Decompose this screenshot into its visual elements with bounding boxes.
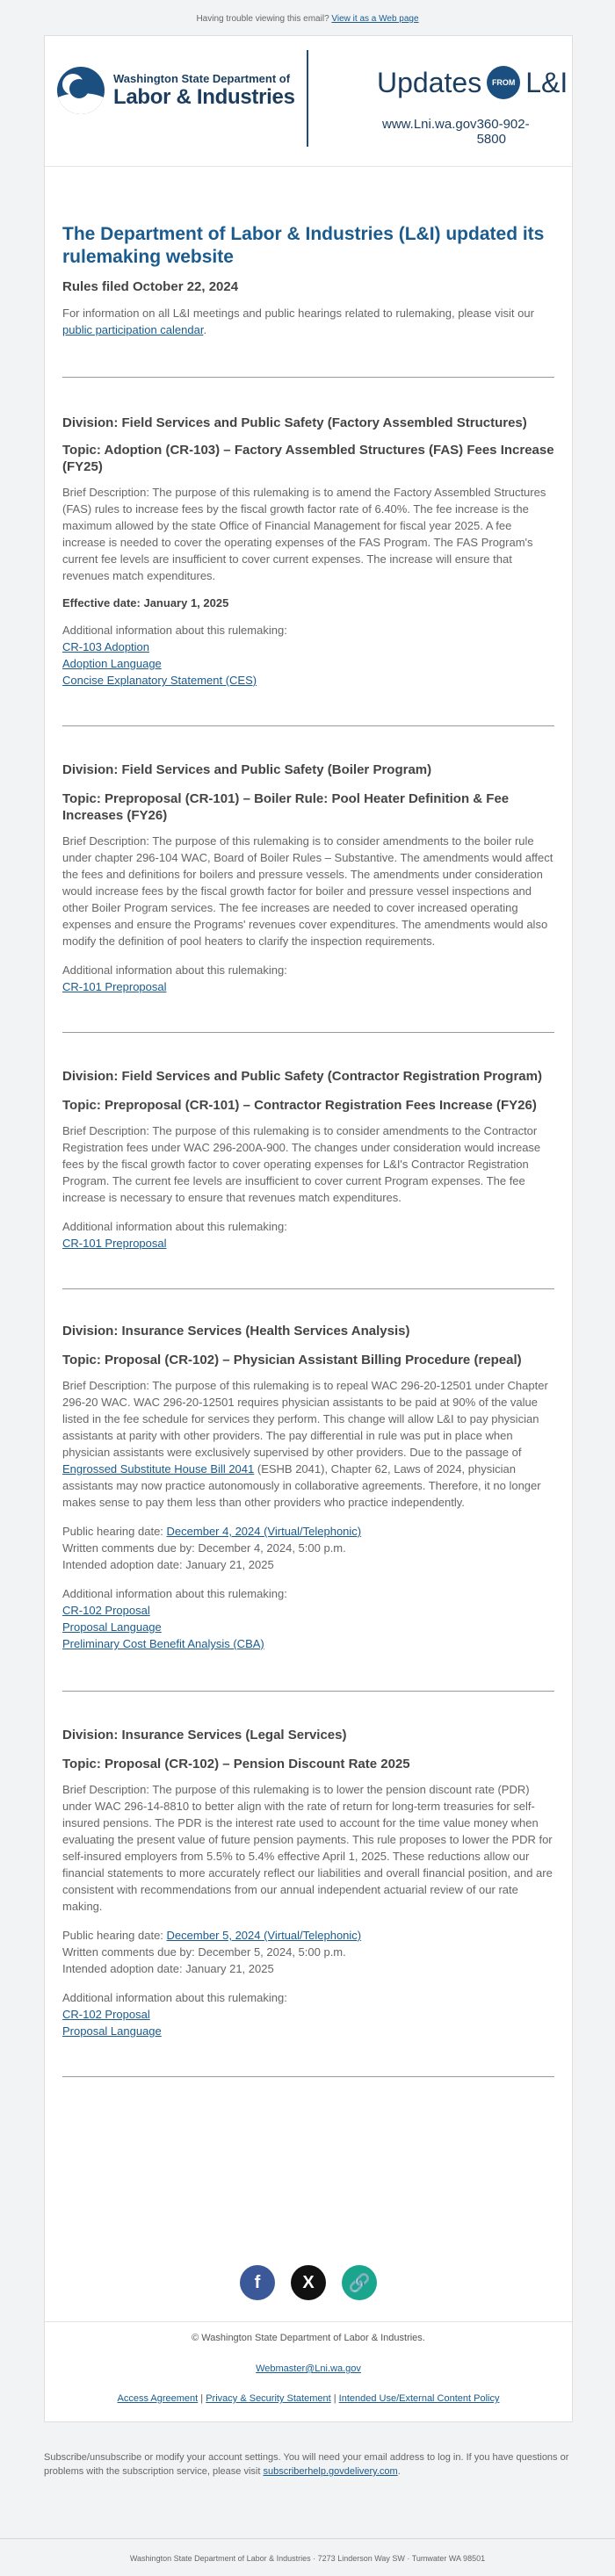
topic-title: Topic: Preproposal (CR-101) – Contractor Registration Fees Increase (FY26): [62, 1098, 537, 1113]
comments-due: Written comments due by: December 4, 2024, 5:00 p.m.: [62, 1541, 346, 1555]
contact-row: [335, 117, 572, 147]
comments-due: Written comments due by: December 5, 2024, 5:00 p.m.: [62, 1945, 346, 1959]
logo-line2: Labor & Industries: [113, 84, 295, 109]
cba-link[interactable]: Preliminary Cost Benefit Analysis (CBA): [62, 1637, 264, 1650]
logo-line1: Washington State Department of: [113, 71, 291, 85]
adoption-language-link[interactable]: Adoption Language: [62, 657, 162, 670]
additional-info-label: Additional information about this rulemaking:: [62, 963, 287, 977]
link-icon[interactable]: 🔗: [342, 2265, 377, 2300]
facebook-icon[interactable]: f: [240, 2265, 275, 2300]
website-text: www.Lni.wa.gov: [382, 117, 477, 132]
cr-102-proposal-link[interactable]: CR-102 Proposal: [62, 1604, 150, 1617]
copyright: © Washington State Department of Labor & Industries.: [192, 2333, 425, 2343]
banner-divider: [307, 50, 308, 147]
intended-adoption-date: Intended adoption date: January 21, 2025: [62, 1962, 274, 1975]
effective-date: Effective date: January 1, 2025: [62, 596, 229, 610]
webmaster-email-link[interactable]: Webmaster@Lni.wa.gov: [256, 2363, 361, 2374]
ces-link[interactable]: Concise Explanatory Statement (CES): [62, 674, 257, 687]
email-card: [44, 35, 573, 2422]
brief-description: Brief Description: The purpose of this rulemaking is to amend the Factory Assembled Structures (FAS) rules to increase fees by the fiscal growth factor rate of 6.40%. The fee increase is the maximum allowed by the state Office of Financial Management for fiscal year 2025. A fee increase is needed to cover the operating expenses of the FAS Program. The FAS Program's current fee levels are insufficient to cover current expenses. The increase will ensure that revenues match expenditures.: [62, 486, 546, 582]
division-title: Division: Insurance Services (Legal Services): [62, 1728, 347, 1743]
li-text: L&I: [525, 66, 568, 98]
proposal-language-link[interactable]: Proposal Language: [62, 2024, 162, 2038]
rules-filed-date: Rules filed October 22, 2024: [62, 279, 239, 294]
division-title: Division: Field Services and Public Safety (Contractor Registration Program): [62, 1069, 542, 1084]
division-title: Division: Field Services and Public Safety (Factory Assembled Structures): [62, 415, 527, 430]
page-title: The Department of Labor & Industries (L&I) updated its rulemaking website: [62, 224, 545, 267]
topic-title: Topic: Preproposal (CR-101) – Boiler Rule: Pool Heater Definition & Fee Increases (FY26): [62, 791, 510, 823]
brief-description: Brief Description: The purpose of this rulemaking is to consider amendments to the boiler rule under chapter 296-104 WAC, Board of Boiler Rules – Substantive. The amendments would affect the fees and definitions for boilers and pressure vessels. The amendments under consideration would increase fees by the fiscal growth factor for boiler and pressure vessel inspections and other Boiler Program services. The fee increases are needed to cover increased operating expenses and ensure the Programs' revenues cover expenditures. The amendments would also modify the definition of pool heaters to clarify the inspection requirements.: [62, 834, 554, 948]
intro-paragraph: For information on all L&I meetings and public hearings related to rulemaking, please visit our public participation calendar.: [62, 307, 534, 336]
access-agreement-link[interactable]: Access Agreement: [117, 2393, 199, 2404]
updates-text: Updates: [377, 66, 482, 98]
li-logo[interactable]: [57, 67, 295, 114]
topic-title: Topic: Proposal (CR-102) – Pension Discount Rate 2025: [62, 1757, 410, 1771]
rule-section-legal-services: [62, 1727, 554, 2039]
x-twitter-icon[interactable]: X: [291, 2265, 326, 2300]
li-seal-icon: [57, 67, 105, 114]
additional-info-label: Additional information about this rulemaking:: [62, 1587, 287, 1600]
cr-102-proposal-link[interactable]: CR-102 Proposal: [62, 2008, 150, 2021]
cr-101-preproposal-link[interactable]: CR-101 Preproposal: [62, 1237, 167, 1250]
topic-title: Topic: Proposal (CR-102) – Physician Assistant Billing Procedure (repeal): [62, 1353, 522, 1367]
proposal-language-link[interactable]: Proposal Language: [62, 1620, 162, 1634]
updates-from-li: [377, 66, 568, 99]
webmaster-email: [45, 2363, 572, 2374]
subscriber-help-link[interactable]: subscriberhelp.govdelivery.com: [263, 2466, 398, 2477]
phone-text: 360-902-5800: [476, 117, 530, 147]
subscription-note: Subscribe/unsubscribe or modify your account settings. You will need your email address to log in. If you have questions or problems with the subscription service, please visit subscriberhelp.govdelivery.com.: [44, 2452, 569, 2477]
additional-info-label: Additional information about this rulemaking:: [62, 1991, 287, 2004]
rule-section-health-services: [62, 1323, 554, 1652]
additional-info-label: Additional information about this rulemaking:: [62, 1220, 287, 1233]
division-title: Division: Field Services and Public Safety (Boiler Program): [62, 762, 432, 777]
section-divider: [62, 1288, 554, 1289]
bottom-divider: [0, 2538, 615, 2539]
rule-section-contractor: [62, 1068, 554, 1252]
public-participation-calendar-link[interactable]: public participation calendar: [62, 323, 204, 336]
brief-description: Brief Description: The purpose of this rulemaking is to consider amendments to the Contractor Registration fees under WAC 296-200A-900. The changes under consideration would increase fees by the fiscal growth factor to cover operating expenses for L&I's Contractor Registration Program. The current fee levels are insufficient to cover current Program expenses. The fee increase is necessary to ensure that revenues match expenditures.: [62, 1124, 541, 1204]
hearing-date-link[interactable]: December 5, 2024 (Virtual/Telephonic): [166, 1929, 362, 1942]
division-title: Division: Insurance Services (Health Services Analysis): [62, 1324, 410, 1339]
header-banner: [45, 36, 572, 167]
intended-adoption-date: Intended adoption date: January 21, 2025: [62, 1558, 274, 1571]
public-hearing-date: Public hearing date: December 5, 2024 (Virtual/Telephonic): [62, 1929, 362, 1942]
privacy-security-link[interactable]: Privacy & Security Statement: [206, 2393, 331, 2404]
section-divider: [62, 1032, 554, 1033]
from-badge: FROM: [487, 66, 520, 99]
trouble-viewing-notice: [0, 0, 615, 26]
rule-section-boiler: [62, 761, 554, 995]
hearing-date-link[interactable]: December 4, 2024 (Virtual/Telephonic): [166, 1525, 362, 1538]
section-divider: [62, 1691, 554, 1692]
cr-101-preproposal-link[interactable]: CR-101 Preproposal: [62, 980, 167, 993]
cr-103-adoption-link[interactable]: CR-103 Adoption: [62, 640, 150, 653]
topic-title: Topic: Adoption (CR-103) – Factory Assembled Structures (FAS) Fees Increase (FY25): [62, 443, 554, 474]
eshb-2041-link[interactable]: Engrossed Substitute House Bill 2041: [62, 1462, 255, 1476]
trouble-text: Having trouble viewing this email?: [196, 14, 329, 24]
section-divider: [62, 377, 554, 378]
brief-description: Brief Description: The purpose of this rulemaking is to lower the pension discount rate (PDR) under WAC 296-14-8810 to better align with the rate of return for long-term treasuries for self-insured pensions. The PDR is the interest rate used to account for the time value money when evaluating the present value of future pension payments. This rule proposes to lower the PDR for self-insured employers from 5.5% to 5.4% effective April 1, 2025. These reductions allow our financial statements to more accurately reflect our liabilities and overall financial position, and are consistent with recommendations from our annual independent actuarial review of our rate making.: [62, 1783, 553, 1913]
additional-info-label: Additional information about this rulemaking:: [62, 624, 287, 637]
intended-use-link[interactable]: Intended Use/External Content Policy: [338, 2393, 500, 2404]
section-divider: [62, 725, 554, 726]
social-links: [45, 2265, 572, 2300]
footer-divider: [45, 2321, 572, 2322]
public-hearing-date: Public hearing date: December 4, 2024 (Virtual/Telephonic): [62, 1525, 362, 1538]
rule-section-fas: [62, 415, 554, 689]
legal-links: Access Agreement | Privacy & Security Statement | Intended Use/External Content Policy: [117, 2393, 500, 2404]
mailing-address: Washington State Department of Labor & Industries · 7273 Linderson Way SW · Tumwater WA 98501: [129, 2554, 486, 2563]
view-web-page-link[interactable]: View it as a Web page: [331, 14, 419, 24]
section-divider: [62, 2076, 554, 2077]
brief-description: Brief Description: The purpose of this rulemaking is to repeal WAC 296-20-12501 under Chapter 296-20 WAC. WAC 296-20-12501 requires physician assistants to be paid at 90% of the value listed in the fee schedule for services they perform. This change will allow L&I to pay physician assistants at parity with other providers. The pay differential in rule was put in place when physician assistants were exclusively supervised by other providers. Due to the passage of Engrossed Substitute House Bill 2041 (ESHB 2041), Chapter 62, Laws of 2024, physician assistants may now practice autonomously in collaborative agreements. Therefore, it no longer makes sense to pay them less than other providers who practice independently.: [62, 1379, 548, 1509]
